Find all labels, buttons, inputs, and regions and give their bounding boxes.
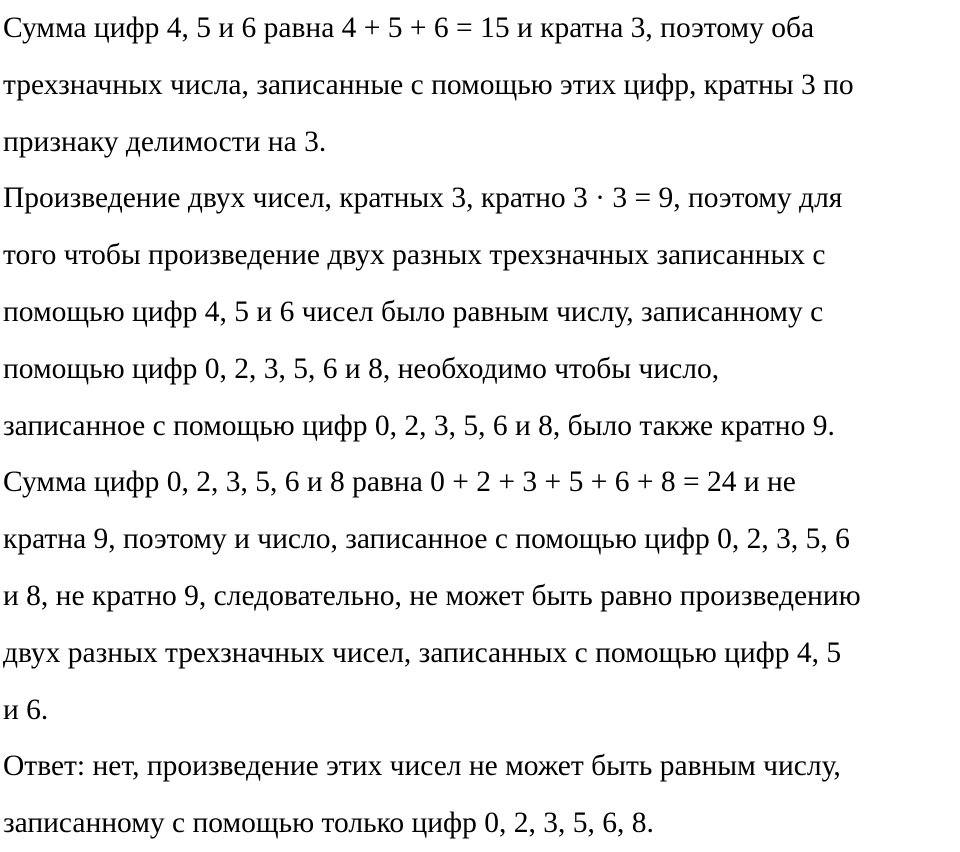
text-line: Сумма цифр 4, 5 и 6 равна 4 + 5 + 6 = 15 и кратна 3, поэтому оба: [3, 12, 815, 44]
text-line: двух разных трехзначных чисел, записанных с помощью цифр 4, 5: [3, 636, 842, 669]
text-line: признаку делимости на 3.: [3, 125, 327, 158]
text-line: записанное с помощью цифр 0, 2, 3, 5, 6 и 8, было также кратно 9.: [3, 409, 835, 442]
text-line: Сумма цифр 0, 2, 3, 5, 6 и 8 равна 0 + 2 + 3 + 5 + 6 + 8 = 24 и не: [3, 466, 796, 499]
text-line: того чтобы произведение двух разных трехзначных записанных с: [3, 239, 826, 272]
text-line: кратна 9, поэтому и число, записанное с помощью цифр 0, 2, 3, 5, 6: [3, 523, 850, 556]
text-line: помощью цифр 4, 5 и 6 чисел было равным числу, записанному с: [3, 295, 824, 328]
answer-line: Ответ: нет, произведение этих чисел не может быть равным числу,: [3, 750, 841, 783]
text-line: и 6.: [3, 693, 49, 726]
text-line: Произведение двух чисел, кратных 3, кратно 3 · 3 = 9, поэтому для: [3, 182, 843, 215]
text-line: трехзначных числа, записанные с помощью этих цифр, кратны 3 по: [3, 68, 854, 101]
answer-line: записанному с помощью только цифр 0, 2, 3, 5, 6, 8.: [3, 807, 654, 840]
text-line: помощью цифр 0, 2, 3, 5, 6 и 8, необходимо чтобы число,: [3, 352, 720, 385]
text-line: и 8, не кратно 9, следовательно, не может быть равно произведению: [3, 579, 861, 612]
